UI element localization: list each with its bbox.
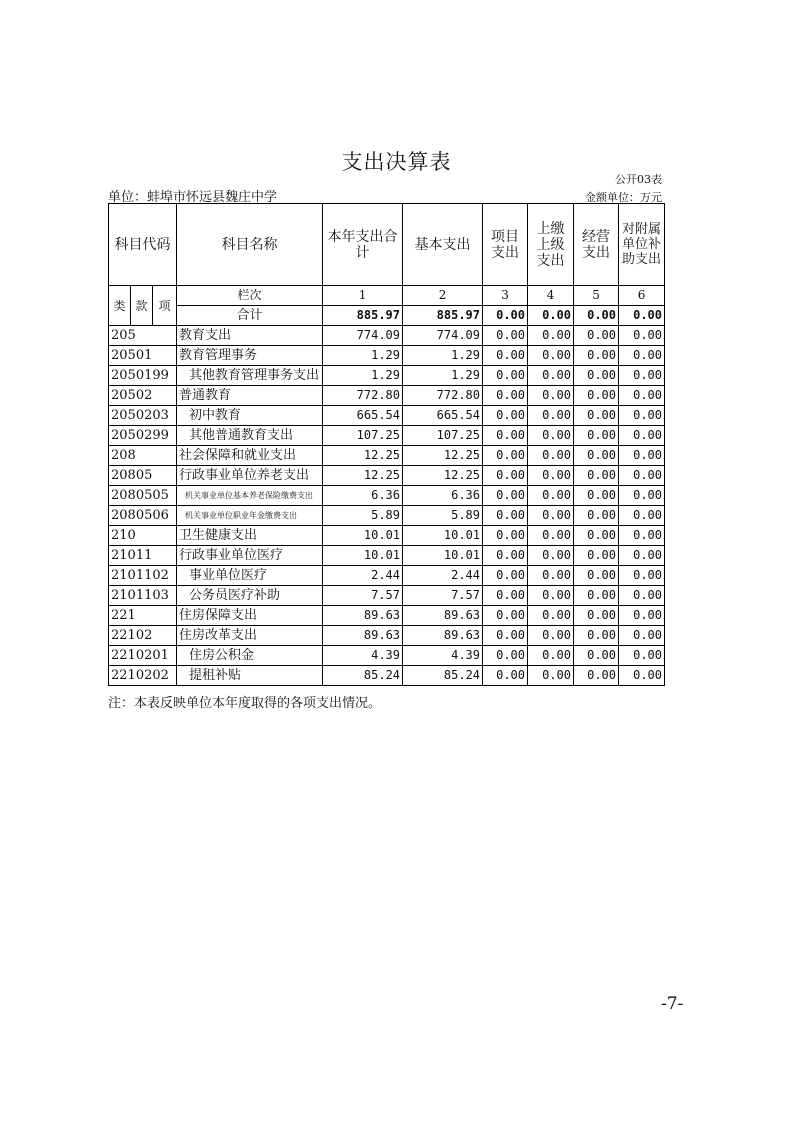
header-name: 科目名称 bbox=[177, 204, 323, 286]
subject-name: 其他普通教育支出 bbox=[177, 426, 323, 446]
subject-name: 初中教育 bbox=[177, 406, 323, 426]
subject-code: 21011 bbox=[109, 546, 177, 566]
amount-cell: 10.01 bbox=[323, 546, 403, 566]
amount-cell: 0.00 bbox=[619, 546, 665, 566]
amount-cell: 7.57 bbox=[323, 586, 403, 606]
amount-cell: 0.00 bbox=[574, 546, 619, 566]
header-project: 项目支出 bbox=[483, 204, 528, 286]
amount-cell: 12.25 bbox=[323, 466, 403, 486]
amount-cell: 10.01 bbox=[403, 526, 483, 546]
subject-code: 2210202 bbox=[109, 666, 177, 686]
amount-cell: 0.00 bbox=[619, 646, 665, 666]
amount-cell: 10.01 bbox=[323, 526, 403, 546]
subject-code: 2050199 bbox=[109, 366, 177, 386]
table-row bbox=[109, 646, 665, 666]
amount-cell: 0.00 bbox=[619, 466, 665, 486]
amount-cell: 0.00 bbox=[528, 326, 574, 346]
header-xiang: 项 bbox=[153, 286, 177, 326]
col-number: 5 bbox=[574, 286, 619, 306]
amount-cell: 0.00 bbox=[528, 566, 574, 586]
table-row bbox=[109, 426, 665, 446]
subject-name: 教育支出 bbox=[177, 326, 323, 346]
amount-cell: 0.00 bbox=[619, 406, 665, 426]
amount-cell: 0.00 bbox=[574, 326, 619, 346]
col-number: 2 bbox=[403, 286, 483, 306]
amount-cell: 0.00 bbox=[483, 526, 528, 546]
subject-name: 社会保障和就业支出 bbox=[177, 446, 323, 466]
expenditure-table bbox=[108, 203, 665, 686]
amount-cell: 7.57 bbox=[403, 586, 483, 606]
amount-cell: 0.00 bbox=[483, 546, 528, 566]
subject-code: 2101102 bbox=[109, 566, 177, 586]
amount-cell: 12.25 bbox=[403, 446, 483, 466]
header-total: 本年支出合计 bbox=[323, 204, 403, 286]
table-row bbox=[109, 626, 665, 646]
subject-name: 机关事业单位职业年金缴费支出 bbox=[177, 506, 323, 526]
subject-code: 208 bbox=[109, 446, 177, 466]
table-row bbox=[109, 346, 665, 366]
amount-cell: 0.00 bbox=[619, 666, 665, 686]
amount-cell: 0.00 bbox=[574, 666, 619, 686]
subject-code: 2080505 bbox=[109, 486, 177, 506]
amount-cell: 1.29 bbox=[403, 366, 483, 386]
header-sum: 合计 bbox=[177, 306, 323, 326]
amount-cell: 89.63 bbox=[403, 626, 483, 646]
amount-cell: 6.36 bbox=[323, 486, 403, 506]
amount-cell: 0.00 bbox=[574, 366, 619, 386]
table-row bbox=[109, 526, 665, 546]
amount-cell: 0.00 bbox=[619, 366, 665, 386]
amount-cell: 0.00 bbox=[619, 506, 665, 526]
amount-cell: 0.00 bbox=[619, 446, 665, 466]
subject-name: 机关事业单位基本养老保险缴费支出 bbox=[177, 486, 323, 506]
amount-cell: 0.00 bbox=[483, 486, 528, 506]
header-lanci: 栏次 bbox=[177, 286, 323, 306]
amount-cell: 89.63 bbox=[323, 626, 403, 646]
amount-cell: 12.25 bbox=[403, 466, 483, 486]
amount-cell: 0.00 bbox=[483, 666, 528, 686]
amount-cell: 0.00 bbox=[574, 586, 619, 606]
table-row bbox=[109, 506, 665, 526]
total-cell: 0.00 bbox=[574, 306, 619, 326]
subject-code: 2050203 bbox=[109, 406, 177, 426]
amount-cell: 0.00 bbox=[528, 466, 574, 486]
amount-cell: 107.25 bbox=[323, 426, 403, 446]
table-row bbox=[109, 386, 665, 406]
amount-cell: 1.29 bbox=[403, 346, 483, 366]
amount-cell: 0.00 bbox=[619, 386, 665, 406]
amount-cell: 0.00 bbox=[528, 586, 574, 606]
amount-cell: 0.00 bbox=[528, 366, 574, 386]
total-cell: 885.97 bbox=[323, 306, 403, 326]
header-business: 经营支出 bbox=[574, 204, 619, 286]
amount-cell: 0.00 bbox=[528, 666, 574, 686]
amount-cell: 772.80 bbox=[323, 386, 403, 406]
total-cell: 885.97 bbox=[403, 306, 483, 326]
subject-code: 210 bbox=[109, 526, 177, 546]
table-row bbox=[109, 466, 665, 486]
header-kuan: 款 bbox=[131, 286, 153, 326]
subject-name: 提租补贴 bbox=[177, 666, 323, 686]
amount-cell: 0.00 bbox=[528, 646, 574, 666]
amount-cell: 107.25 bbox=[403, 426, 483, 446]
amount-cell: 0.00 bbox=[528, 506, 574, 526]
amount-cell: 5.89 bbox=[323, 506, 403, 526]
amount-cell: 1.29 bbox=[323, 366, 403, 386]
amount-cell: 0.00 bbox=[574, 346, 619, 366]
subject-code: 20805 bbox=[109, 466, 177, 486]
amount-cell: 0.00 bbox=[619, 346, 665, 366]
subject-name: 住房改革支出 bbox=[177, 626, 323, 646]
header-subsidiary: 对附属单位补助支出 bbox=[619, 204, 665, 286]
col-number: 6 bbox=[619, 286, 665, 306]
amount-cell: 4.39 bbox=[323, 646, 403, 666]
amount-cell: 774.09 bbox=[403, 326, 483, 346]
amount-cell: 0.00 bbox=[619, 586, 665, 606]
amount-cell: 665.54 bbox=[323, 406, 403, 426]
amount-cell: 665.54 bbox=[403, 406, 483, 426]
header-basic: 基本支出 bbox=[403, 204, 483, 286]
table-row bbox=[109, 406, 665, 426]
amount-cell: 0.00 bbox=[528, 486, 574, 506]
table-row bbox=[109, 546, 665, 566]
total-cell: 0.00 bbox=[483, 306, 528, 326]
amount-cell: 0.00 bbox=[574, 446, 619, 466]
amount-cell: 89.63 bbox=[403, 606, 483, 626]
amount-cell: 0.00 bbox=[528, 626, 574, 646]
amount-cell: 0.00 bbox=[574, 466, 619, 486]
subject-code: 2080506 bbox=[109, 506, 177, 526]
subject-name: 行政事业单位养老支出 bbox=[177, 466, 323, 486]
table-row bbox=[109, 566, 665, 586]
subject-code: 22102 bbox=[109, 626, 177, 646]
table-note: 注：本表反映单位本年度取得的各项支出情况。 bbox=[108, 696, 382, 711]
amount-cell: 0.00 bbox=[528, 446, 574, 466]
table-row bbox=[109, 586, 665, 606]
amount-cell: 0.00 bbox=[483, 466, 528, 486]
subject-name: 住房保障支出 bbox=[177, 606, 323, 626]
subject-code: 221 bbox=[109, 606, 177, 626]
amount-cell: 0.00 bbox=[574, 386, 619, 406]
subject-name: 其他教育管理事务支出 bbox=[177, 366, 323, 386]
subject-code: 2210201 bbox=[109, 646, 177, 666]
amount-cell: 0.00 bbox=[574, 506, 619, 526]
amount-cell: 0.00 bbox=[483, 426, 528, 446]
subject-name: 事业单位医疗 bbox=[177, 566, 323, 586]
col-number: 1 bbox=[323, 286, 403, 306]
subject-name: 普通教育 bbox=[177, 386, 323, 406]
amount-cell: 0.00 bbox=[574, 406, 619, 426]
amount-cell: 0.00 bbox=[528, 426, 574, 446]
amount-cell: 10.01 bbox=[403, 546, 483, 566]
amount-cell: 0.00 bbox=[619, 626, 665, 646]
amount-cell: 0.00 bbox=[483, 586, 528, 606]
subject-code: 205 bbox=[109, 326, 177, 346]
header-code: 科目代码 bbox=[109, 204, 177, 286]
header-upper: 上缴上级支出 bbox=[528, 204, 574, 286]
amount-cell: 85.24 bbox=[323, 666, 403, 686]
table-row bbox=[109, 326, 665, 346]
amount-cell: 2.44 bbox=[403, 566, 483, 586]
amount-cell: 6.36 bbox=[403, 486, 483, 506]
amount-cell: 0.00 bbox=[574, 566, 619, 586]
subject-name: 住房公积金 bbox=[177, 646, 323, 666]
amount-cell: 0.00 bbox=[574, 646, 619, 666]
amount-cell: 0.00 bbox=[483, 646, 528, 666]
amount-cell: 0.00 bbox=[574, 526, 619, 546]
total-row bbox=[109, 306, 665, 326]
amount-cell: 0.00 bbox=[483, 566, 528, 586]
table-row bbox=[109, 486, 665, 506]
amount-cell: 0.00 bbox=[483, 606, 528, 626]
unit-name: 单位：蚌埠市怀远县魏庄中学 bbox=[108, 190, 278, 205]
amount-cell: 0.00 bbox=[528, 386, 574, 406]
amount-cell: 0.00 bbox=[483, 326, 528, 346]
table-row bbox=[109, 666, 665, 686]
table-row bbox=[109, 446, 665, 466]
amount-cell: 4.39 bbox=[403, 646, 483, 666]
subject-code: 2050299 bbox=[109, 426, 177, 446]
subject-name: 教育管理事务 bbox=[177, 346, 323, 366]
table-row bbox=[109, 366, 665, 386]
subject-code: 20502 bbox=[109, 386, 177, 406]
amount-cell: 85.24 bbox=[403, 666, 483, 686]
page-title: 支出决算表 bbox=[341, 150, 452, 174]
total-cell: 0.00 bbox=[619, 306, 665, 326]
col-number: 4 bbox=[528, 286, 574, 306]
table-row bbox=[109, 606, 665, 626]
subject-name: 行政事业单位医疗 bbox=[177, 546, 323, 566]
amount-cell: 0.00 bbox=[483, 366, 528, 386]
amount-cell: 0.00 bbox=[483, 346, 528, 366]
amount-cell: 12.25 bbox=[323, 446, 403, 466]
col-number: 3 bbox=[483, 286, 528, 306]
amount-cell: 0.00 bbox=[483, 386, 528, 406]
amount-cell: 2.44 bbox=[323, 566, 403, 586]
amount-cell: 1.29 bbox=[323, 346, 403, 366]
amount-cell: 0.00 bbox=[483, 406, 528, 426]
header-lei: 类 bbox=[109, 286, 131, 326]
amount-cell: 0.00 bbox=[619, 606, 665, 626]
amount-cell: 0.00 bbox=[528, 546, 574, 566]
amount-cell: 0.00 bbox=[483, 506, 528, 526]
amount-cell: 0.00 bbox=[619, 326, 665, 346]
subject-code: 20501 bbox=[109, 346, 177, 366]
total-cell: 0.00 bbox=[528, 306, 574, 326]
amount-cell: 0.00 bbox=[619, 486, 665, 506]
amount-cell: 0.00 bbox=[528, 526, 574, 546]
amount-cell: 5.89 bbox=[403, 506, 483, 526]
amount-cell: 0.00 bbox=[619, 426, 665, 446]
amount-cell: 0.00 bbox=[574, 426, 619, 446]
form-code: 公开03表 bbox=[615, 173, 662, 186]
amount-cell: 0.00 bbox=[528, 606, 574, 626]
subject-code: 2101103 bbox=[109, 586, 177, 606]
subject-name: 公务员医疗补助 bbox=[177, 586, 323, 606]
amount-cell: 772.80 bbox=[403, 386, 483, 406]
amount-cell: 0.00 bbox=[619, 566, 665, 586]
money-unit: 金额单位：万元 bbox=[585, 191, 662, 204]
subject-name: 卫生健康支出 bbox=[177, 526, 323, 546]
amount-cell: 0.00 bbox=[528, 406, 574, 426]
amount-cell: 0.00 bbox=[483, 446, 528, 466]
amount-cell: 0.00 bbox=[483, 626, 528, 646]
amount-cell: 0.00 bbox=[574, 626, 619, 646]
amount-cell: 0.00 bbox=[528, 346, 574, 366]
amount-cell: 0.00 bbox=[619, 526, 665, 546]
amount-cell: 0.00 bbox=[574, 606, 619, 626]
amount-cell: 89.63 bbox=[323, 606, 403, 626]
page-number: -7- bbox=[661, 994, 684, 1014]
amount-cell: 0.00 bbox=[574, 486, 619, 506]
amount-cell: 774.09 bbox=[323, 326, 403, 346]
